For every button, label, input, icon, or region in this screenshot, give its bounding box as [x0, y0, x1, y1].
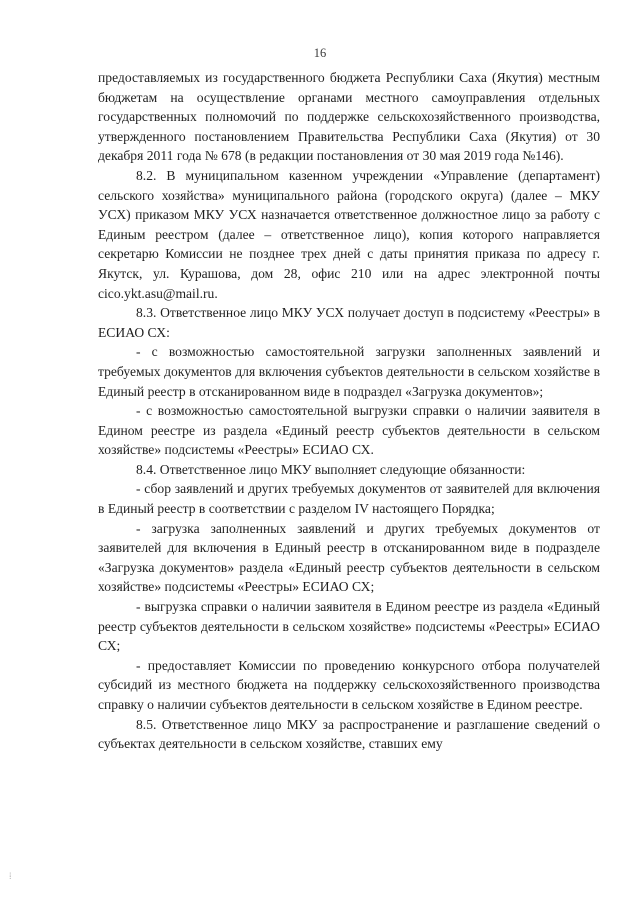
paragraph-8-4: 8.4. Ответственное лицо МКУ выполняет следующие обязанности: — [136, 461, 526, 477]
list-item-provide-certificate: - предоставляет Комиссии по проведению конкурсного отбора получателей субсидий из местного бюджета на поддержку сельскохозяйственного производства справку о наличии субъектов деятельности в сельском хозяйстве в Едином реестре. — [98, 657, 600, 712]
list-item-upload-applications: - загрузка заполненных заявлений и других требуемых документов от заявителей для включения в Единый реестр в отсканированном виде в подразделе «Загрузка документов» раздела «Единый реестр субъектов деятельности в сельском хозяйстве» подсистемы «Реестры» ЕСИАО СХ; — [98, 520, 600, 595]
paragraph-8-5: 8.5. Ответственное лицо МКУ за распространение и разглашение сведений о субъектах деятельности в сельском хозяйстве, ставших ему — [98, 716, 600, 752]
list-item-download-certificate: - выгрузка справки о наличии заявителя в Едином реестре из раздела «Единый реестр субъектов деятельности в сельском хозяйстве» подсистемы «Реестры» ЕСИАО СХ; — [98, 599, 600, 654]
paragraph-8-2: 8.2. В муниципальном казенном учреждении «Управление (департамент) сельского хозяйства» муниципального района (городского округа) (далее – МКУ УСХ) приказом МКУ УСХ назначается ответственное должностное лицо за работу с Единым реестром (далее – ответственное лицо), копия которого направляется секретарю Комиссии не позднее трех дней с даты принятия приказа по адресу г. Якутск, ул. Курашова, дом 28, офис 210 или на адрес электронной почты cico.ykt.asu@mail.ru. — [98, 167, 600, 301]
list-item-collect-applications: - сбор заявлений и других требуемых документов от заявителей для включения в Единый реестр в соответствии с разделом IV настоящего Порядка; — [98, 481, 600, 517]
scan-artifact: ⁞ — [9, 871, 11, 881]
list-item-upload-capability: - с возможностью самостоятельной загрузки заполненных заявлений и требуемых документов для включения субъектов деятельности в сельском хозяйстве в Единый реестр в отсканированном виде в подраздел «Загрузка документов»; — [98, 344, 600, 399]
document-body — [98, 68, 600, 754]
paragraph-continuation: предоставляемых из государственного бюджета Республики Саха (Якутия) местным бюджетам на осуществление органами местного самоуправления отдельных государственных полномочий по поддержке сельскохозяйственного производства, утвержденного постановлением Правительства Республики Саха (Якутия) от 30 декабря 2011 года № 678 (в редакции постановления от 30 мая 2019 года №146). — [98, 70, 600, 164]
list-item-download-capability: - с возможностью самостоятельной выгрузки справки о наличии заявителя в Едином реестре из раздела «Единый реестр субъектов деятельности в сельском хозяйстве» подсистемы «Реестры» ЕСИАО СХ. — [98, 403, 600, 458]
page-number: 16 — [313, 46, 327, 60]
paragraph-8-3: 8.3. Ответственное лицо МКУ УСХ получает доступ в подсистему «Реестры» в ЕСИАО СХ: — [98, 305, 600, 340]
